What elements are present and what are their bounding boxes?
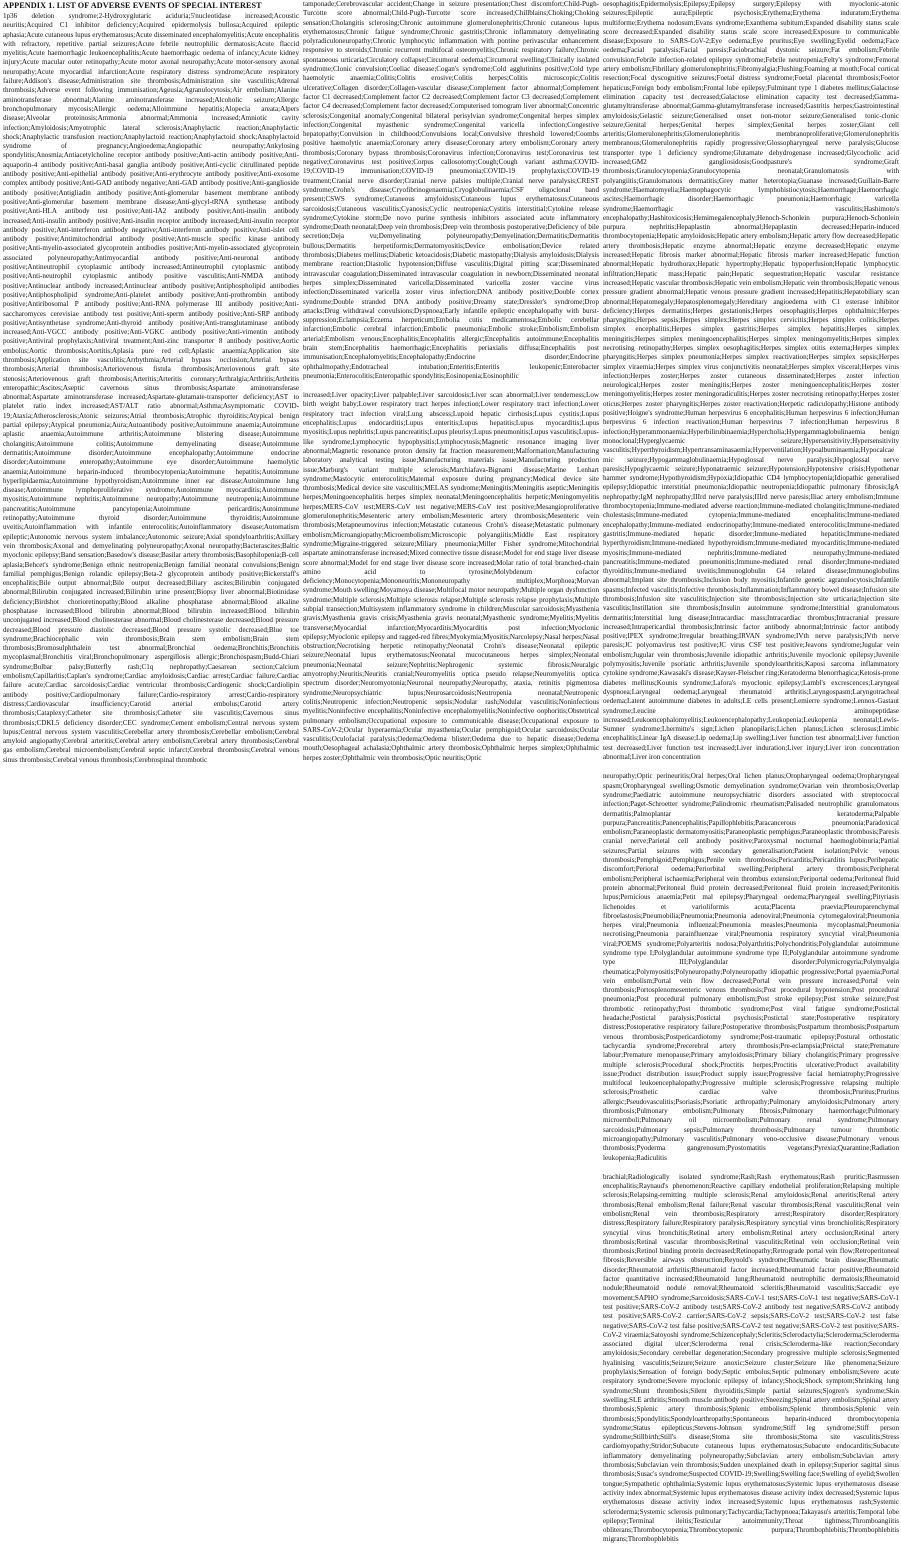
paragraph-gap xyxy=(303,381,599,391)
column-3-paragraph-2: neuropathy;Optic perineuritis;Oral herpes;Oral lichen planus;Oropharyngeal oedema;Oropharyngeal spasm;Oropharyngeal swelling;Osmotic demyelination syndrome;Ovarian vein thrombosis;Overlap syndrome;Paediatric autoimmune neuropsychiatric disorders associated with streptococcal infection;Paget-Schroetter syndrome;Palindromic rheumatism;Palisaded neutrophilic granulomatous dermatitis;Palmoplantar keratoderma;Palpable purpura;Pancreatitis;Panencephalitis;Papillophlebitis;Paracancerous pneumonia;Paradoxical embolism;Paraneoplastic dermatomyositis;Paraneoplastic pemphigus;Paraneoplastic thrombosis;Paresis cranial nerve;Parietal cell antibody positive;Paroxysmal nocturnal haemoglobinuria;Partial seizures;Partial seizures with secondary generalisation;Patient isolation;Pelvic venous thrombosis;Pemphigoid;Pemphigus;Penile vein thrombosis;Pericarditis;Pericarditis lupus;Perihepatic discomfort;Perioral oedema;Periorbital swelling;Peripheral artery thrombosis;Peripheral embolism;Peripheral ischaemia;Peripheral vein thrombus extension;Periportal oedema;Peritoneal fluid protein abnormal;Peritoneal fluid protein decreased;Peritoneal fluid protein increased;Peritonitis lupus;Pernicious anaemia;Petit mal epilepsy;Pharyngeal oedema;Pharyngeal swelling;Pityriasis lichenoides et varioliformis acuta;Placenta praevia;Pleuroparenchymal fibroelastosis;Pneumobilia;Pneumonia;Pneumonia adenoviral;Pneumonia cytomegaloviral;Pneumonia herpes viral;Pneumonia influenzal;Pneumonia measles;Pneumonia mycoplasmal;Pneumonia necrotising;Pneumonia parainfluenzae viral;Pneumonia respiratory syncytial viral;Pneumonia viral;POEMS syndrome;Polyarteritis nodosa;Polyarthritis;Polychondritis;Polyglandular autoimmune syndrome type I;Polyglandular autoimmune syndrome type II;Polyglandular autoimmune syndrome type III;Polyglandular disorder;Polymicrogyria;Polymyalgia rheumatica;Polymyositis;Polyneuropathy;Polyneuropathy idiopathic progressive;Portal pyaemia;Portal vein embolism;Portal vein flow decreased;Portal vein pressure increased;Portal vein thrombosis;Portosplenomesenteric venous thrombosis;Post procedural hypotension;Post procedural pneumonia;Post procedural pulmonary embolism;Post stroke epilepsy;Post stroke seizure;Post thrombotic retinopathy;Post thrombotic syndrome;Post viral fatigue syndrome;Postictal headache;Postictal paralysis;Postictal psychosis;Postictal state;Postoperative respiratory distress;Postoperative respiratory failure;Postoperative thrombosis;Postpartum thrombosis;Postpartum venous thrombosis;Postpericardiotomy syndrome;Post-traumatic epilepsy;Postural orthostatic tachycardia syndrome;Precerebral artery thrombosis;Pre-eclampsia;Preictal state;Premature labour;Premature menopause;Primary amyloidosis;Primary biliary cholangitis;Primary progressive multiple sclerosis;Procedural shock;Proctitis herpes;Proctitis ulcerative;Product availability issue;Product distribution issue;Product supply issue;Progressive facial hemiatrophy;Progressive multifocal leukoencephalopathy;Progressive multiple sclerosis;Progressive relapsing multiple sclerosis;Prosthetic cardiac valve thrombosis;Pruritus;Pruritus allergic;Pseudovasculitis;Psoriasis;Psoriatic arthropathy;Pulmonary amyloidosis;Pulmonary artery thrombosis;Pulmonary embolism;Pulmonary fibrosis;Pulmonary haemorrhage;Pulmonary microemboli;Pulmonary oil microembolism;Pulmonary renal syndrome;Pulmonary sarcoidosis;Pulmonary sepsis;Pulmonary thrombosis;Pulmonary tumour thrombotic microangiopathy;Pulmonary vasculitis;Pulmonary veno-occlusive disease;Pulmonary venous thrombosis;Pyoderma gangrenosum;Pyostomatitis vegetans;Pyrexia;Quarantine;Radiation leukopenia;Radiculitis xyxy=(603,772,899,1162)
column-2-paragraph-2: increased;Liver opacity;Liver palpable;Liver sarcoidosis;Liver scan abnormal;Liver tenderness;Low birth weight baby;Lower respiratory tract herpes infection;Lower respiratory tract infection;Lower respiratory tract infection viral;Lung abscess;Lupoid hepatic cirrhosis;Lupus cystitis;Lupus encephalitis;Lupus endocarditis;Lupus enteritis;Lupus hepatitis;Lupus myocarditis;Lupus myositis;Lupus nephritis;Lupus pancreatitis;Lupus pleurisy;Lupus pneumonitis;Lupus vasculitis;Lupus-like syndrome;Lymphocytic hypophysitis;Lymphocytosis;Magnetic resonance imaging liver abnormal;Magnetic resonance proton density fat fraction measurement;Malformation;Manufacturing laboratory analytical testing issue;Manufacturing materials issue;Manufacturing production issue;Marburg's variant multiple sclerosis;Marchiafava-Bignami disease;Marine Lenhart syndrome;Mastocytic enterocolitis;Maternal exposure during pregnancy;Medical device site thrombosis;Medical device site vasculitis;MELAS syndrome;Meningitis;Meningitis aseptic;Meningitis herpes;Meningoencephalitis herpes simplex neonatal;Meningoencephalitis herpetic;Meningomyelitis herpes;MERS-CoV test;MERS-CoV test negative;MERS-CoV test positive;Mesangioproliferative glomerulonephritis;Mesenteric artery embolism;Mesenteric artery thrombosis;Mesenteric vein thrombosis;Metapneumovirus infection;Metastatic cutaneous Crohn's disease;Metastatic pulmonary embolism;Microangiopathy;Microembolism;Microscopic polyangiitis;Middle East respiratory syndrome;Migraine-triggered seizure;Miliary pneumonia;Miller Fisher syndrome;Mitochondrial aspartate aminotransferase increased;Mixed connective tissue disease;Model for end stage liver disease score abnormal;Model for end stage liver disease score increased;Molar ratio of total branched-chain amino acid to tyrosine;Molybdenum cofactor deficiency;Monocytopenia;Mononeuritis;Mononeuropathy multiplex;Morphoea;Morvan syndrome;Mouth swelling;Moyamoya disease;Multifocal motor neuropathy;Multiple organ dysfunction syndrome;Multiple sclerosis;Multiple sclerosis relapse;Multiple sclerosis relapse prophylaxis;Multiple subpial transection;Multisystem inflammatory syndrome in children;Muscular sarcoidosis;Myasthenia gravis;Myasthenia gravis crisis;Myasthenia gravis neonatal;Myasthenic syndrome;Myelitis;Myelitis transverse;Myocardial infarction;Myocarditis;Myocarditis post infection;Myoclonic epilepsy;Myoclonic epilepsy and ragged-red fibres;Myokymia;Myositis;Narcolepsy;Nasal herpes;Nasal obstruction;Necrotising herpetic retinopathy;Neonatal Crohn's disease;Neonatal epileptic seizure;Neonatal lupus erythematosus;Neonatal mucocutaneous herpes simplex;Neonatal pneumonia;Neonatal seizure;Nephritis;Nephrogenic systemic fibrosis;Neuralgic amyotrophy;Neuritis;Neuritis cranial;Neuromyelitis optica pseudo relapse;Neuromyelitis optica spectrum disorder;Neuromyotonia;Neuronal neuropathy;Neuropathy, ataxia, retinitis pigmentosa syndrome;Neuropsychiatric lupus;Neurosarcoidosis;Neutropenia neonatal;Neutropenic colitis;Neutropenic infection;Neutropenic sepsis;Nodular rash;Nodular vasculitis;Noninfectious myelitis;Noninfective encephalitis;Noninfective encephalomyelitis;Noninfective oophoritis;Obstetrical pulmonary embolism;Occupational exposure to communicable disease;Occupational exposure to SARS-CoV-2;Ocular hyperaemia;Ocular myasthenia;Ocular pemphigoid;Ocular sarcoidosis;Ocular vasculitis;Oculofacial paralysis;Oedema;Oedema blister;Oedema due to hepatic disease;Oedema mouth;Oesophageal achalasia;Ophthalmic artery thrombosis;Ophthalmic herpes simplex;Ophthalmic herpes zoster;Ophthalmic vein thrombosis;Optic neuritis;Optic xyxy=(303,391,599,762)
column-3-paragraph-1: oesophagitis;Epidermolysis;Epilepsy;Epilepsy surgery;Epilepsy with myoclonic-atonic seizures;Epileptic aura;Epileptic psychosis;Erythema;Erythema induratum;Erythema multiforme;Erythema nodosum;Evans syndrome;Exanthema subitum;Expanded disability status scale score decreased;Expanded disability status scale score increased;Exposure to communicable disease;Exposure to SARS-CoV-2;Eye oedema;Eye pruritus;Eye swelling;Eyelid oedema;Face oedema;Facial paralysis;Facial paresis;Faciobrachial dystonic seizure;Fat embolism;Febrile convulsion;Febrile infection-related epilepsy syndrome;Febrile neutropenia;Felty's syndrome;Femoral artery embolism;Fibrillary glomerulonephritis;Fibromyalgia;Flushing;Foaming at mouth;Focal cortical resection;Focal dyscognitive seizures;Foetal distress syndrome;Foetal placental thrombosis;Foetor hepaticus;Foreign body embolism;Frontal lobe epilepsy;Fulminant type 1 diabetes mellitus;Galactose elimination capacity test decreased;Galactose elimination capacity test decreased;Gamma-glutamyltransferase abnormal;Gamma-glutamyltransferase increased;Gastritis herpes;Gastrointestinal amyloidosis;Gelastic seizure;Generalised onset non-motor seizure;Generalised tonic-clonic seizure;Genital herpes;Genital herpes simplex;Genital herpes zoster;Giant cell arteritis;Glomerulonephritis;Glomerulonephritis membranoproliferative;Glomerulonephritis membranous;Glomerulonephritis rapidly progressive;Glossopharyngeal nerve paralysis;Glucose transporter type 1 deficiency syndrome;Glutamate dehydrogenase increased;Glycocholic acid increased;GM2 gangliosidosis;Goodpasture's syndrome;Graft thrombosis;Granulocytopenia;Granulocytopenia neonatal;Granulomatosis with polyangiitis;Granulomatous dermatitis;Grey matter heterotopia;Guanase increased;Guillain-Barre syndrome;Haematomyelia;Haemophagocytic lymphohistiocytosis;Haemorrhage;Haemorrhagic ascites;Haemorrhagic disorder;Haemorrhagic pneumonia;Haemorrhagic varicella syndrome;Haemorrhagic vasculitis;Hashimoto's encephalopathy;Hashitoxicosis;Hemimegalencephaly;Henoch-Schonlein purpura;Henoch-Schonlein purpura nephritis;Hepaplastin abnormal;Hepaplastin decreased;Heparin-induced thrombocytopenia;Hepatic amyloidosis;Hepatic artery embolism;Hepatic artery flow decreased;Hepatic artery thrombosis;Hepatic enzyme abnormal;Hepatic enzyme decreased;Hepatic enzyme increased;Hepatic fibrosis marker abnormal;Hepatic fibrosis marker increased;Hepatic function abnormal;Hepatic hydrothorax;Hepatic hypertrophy;Hepatic hypoperfusion;Hepatic lymphocytic infiltration;Hepatic mass;Hepatic pain;Hepatic sequestration;Hepatic vascular resistance increased;Hepatic vascular thrombosis;Hepatic vein embolism;Hepatic vein thrombosis;Hepatic venous pressure gradient abnormal;Hepatic venous pressure gradient increased;Hepatitis;Hepatobiliary scan abnormal;Hepatomegaly;Hepatosplenomegaly;Hereditary angioedema with C1 esterase inhibitor deficiency;Herpes dermatitis;Herpes gestationis;Herpes oesophagitis;Herpes ophthalmic;Herpes pharyngitis;Herpes sepsis;Herpes simplex;Herpes simplex cervicitis;Herpes simplex colitis;Herpes simplex encephalitis;Herpes simplex gastritis;Herpes simplex hepatitis;Herpes simplex meningitis;Herpes simplex meningoencephalitis;Herpes simplex meningomyelitis;Herpes simplex necrotising retinopathy;Herpes simplex oesophagitis;Herpes simplex otitis externa;Herpes simplex pharyngitis;Herpes simplex pneumonia;Herpes simplex reactivation;Herpes simplex sepsis;Herpes simplex viraemia;Herpes simplex virus conjunctivitis neonatal;Herpes simplex visceral;Herpes virus infection;Herpes zoster;Herpes zoster cutaneous disseminated;Herpes zoster infection neurological;Herpes zoster meningitis;Herpes zoster meningoencephalitis;Herpes zoster meningomyelitis;Herpes zoster meningoradiculitis;Herpes zoster necrotising retinopathy;Herpes zoster oticus;Herpes zoster pharyngitis;Herpes zoster reactivation;Herpetic radiculopathy;Histone antibody positive;Hoigne's syndrome;Human herpesvirus 6 encephalitis;Human herpesvirus 6 infection;Human herpesvirus 6 infection reactivation;Human herpesvirus 7 infection;Human herpesvirus 8 infection;Hyperammonaemia;Hyperbilirubinaemia;Hypercholia;Hypergammaglobulinaemia benign monoclonal;Hyperglycaemic seizure;Hypersensitivity;Hypersensitivity vasculitis;Hyperthyroidism;Hypertransaminasaemia;Hyperventilation;Hypoalbuminaemia;Hypocalcaemic seizure;Hypogammaglobulinaemia;Hypoglossal nerve paralysis;Hypoglossal nerve paresis;Hypoglycaemic seizure;Hyponatraemic seizure;Hypotension;Hypotensive crisis;Hypothenar hammer syndrome;Hypothyroidism;Hypoxia;Idiopathic CD4 lymphocytopenia;Idiopathic generalised epilepsy;Idiopathic interstitial pneumonia;Idiopathic neutropenia;Idiopathic pulmonary fibrosis;IgA nephropathy;IgM nephropathy;IIIrd nerve paralysis;IIIrd nerve paresis;Iliac artery embolism;Immune thrombocytopenia;Immune-mediated adverse reaction;Immune-mediated cholangitis;Immune-mediated cholestasis;Immune-mediated cytopenia;Immune-mediated encephalitis;Immune-mediated encephalopathy;Immune-mediated endocrinopathy;Immune-mediated enterocolitis;Immune-mediated gastritis;Immune-mediated hepatic disorder;Immune-mediated hepatitis;Immune-mediated hyperthyroidism;Immune-mediated hypothyroidism;Immune-mediated myocarditis;Immune-mediated myositis;Immune-mediated nephritis;Immune-mediated neuropathy;Immune-mediated pancreatitis;Immune-mediated pneumonitis;Immune-mediated renal disorder;Immune-mediated thyroiditis;Immune-mediated uveitis;Immunoglobulin G4 related disease;Immunoglobulins abnormal;Implant site thrombosis;Inclusion body myositis;Infantile genetic agranulocytosis;Infantile spasms;Infected vasculitis;Infective thrombosis;Inflammation;Inflammatory bowel disease;Infusion site thrombosis;Infusion site vasculitis;Injection site thrombosis;Injection site urticaria;Injection site vasculitis;Instillation site thrombosis;Insulin autoimmune syndrome;Interstitial granulomatous dermatitis;Interstitial lung disease;Intracardiac mass;Intracardiac thrombus;Intracranial pressure increased;Intrapericardial thrombosis;Intrinsic factor antibody abnormal;Intrinsic factor antibody positive;IPEX syndrome;Irregular breathing;IRVAN syndrome;IVth nerve paralysis;IVth nerve paresis;JC polyomavirus test positive;JC virus CSF test positive;Jeavons syndrome;Jugular vein embolism;Jugular vein thrombosis;Juvenile idiopathic arthritis;Juvenile myoclonic epilepsy;Juvenile polymyositis;Juvenile psoriatic arthritis;Juvenile spondyloarthritis;Kaposi sarcoma inflammatory cytokine syndrome;Kawasaki's disease;Kayser-Fleischer ring;Keratoderma blenorrhagica;Ketosis-prone diabetes mellitus;Kounis syndrome;Lafora's myoclonic epilepsy;Lambl's excrescences;Laryngeal dyspnoea;Laryngeal oedema;Laryngeal rheumatoid arthritis;Laryngospasm;Laryngotracheal oedema;Latent autoimmune diabetes in adults;LE cells present;Lemierre syndrome;Lennox-Gastaut syndrome;Leucine aminopeptidase increased;Leukoencephalomyelitis;Leukoencephalopathy;Leukopenia;Leukopenia neonatal;Lewis-Sumner syndrome;Lhermitte's sign;Lichen planopilaris;Lichen planus;Lichen sclerosus;Limbic encephalitis;Linear IgA disease;Lip oedema;Lip swelling;Liver function test abnormal;Liver function test decreased;Liver function test increased;Liver induration;Liver injury;Liver iron concentration abnormal;Liver iron concentration xyxy=(603,0,899,762)
paragraph-gap xyxy=(603,762,899,772)
text-column-2 xyxy=(303,0,599,1276)
column-1-paragraph-1: 1p36 deletion syndrome;2-Hydroxyglutaric aciduria;5'nucleotidase increased;Acoustic neuritis;Acquired C1 inhibitor deficiency;Acquired epidermolysis bullosa;Acquired epileptic aphasia;Acute cutaneous lupus erythematosus;Acute disseminated encephalomyelitis;Acute encephalitis with refractory, repetitive partial seizures;Acute febrile neutrophilic dermatosis;Acute flaccid myelitis;Acute haemorrhagic leukoencephalitis;Acute haemorrhagic oedema of infancy;Acute kidney injury;Acute macular outer retinopathy;Acute motor axonal neuropathy;Acute motor-sensory axonal neuropathy;Acute myocardial infarction;Acute respiratory distress syndrome;Acute respiratory failure;Addison's disease;Administration site thrombosis;Administration site vasculitis;Adrenal thrombosis;Adverse event following immunisation;Ageusia;Agranulocytosis;Air embolism;Alanine aminotransferase abnormal;Alanine aminotransferase increased;Alcoholic seizure;Allergic bronchopulmonary mycosis;Allergic oedema;Alloimmune hepatitis;Alopecia areata;Alpers disease;Alveolar proteinosis;Ammonia abnormal;Ammonia increased;Amniotic cavity infection;Amyloidosis;Amyotrophic lateral sclerosis;Anaphylactic reaction;Anaphylactic shock;Anaphylactic transfusion reaction;Anaphylactoid reaction;Anaphylactoid shock;Anaphylactoid syndrome of pregnancy;Angioedema;Angiopathic neuropathy;Ankylosing spondylitis;Anosmia;Antiacetylcholine receptor antibody positive;Anti-actin antibody positive;Anti-aquaporin-4 antibody positive;Anti-basal ganglia antibody positive;Anti-cyclic citrullinated peptide antibody positive;Anti-epithelial antibody positive;Anti-erythrocyte antibody positive;Anti-exosome complex antibody positive;Anti-GAD antibody negative;Anti-GAD antibody positive;Anti-ganglioside antibody positive;Antigliadin antibody positive;Anti-glomerular basement membrane antibody positive;Anti-glomerular basement membrane disease;Anti-glycyl-tRNA synthetase antibody positive;Anti-HLA antibody test positive;Anti-IA2 antibody positive;Anti-insulin antibody increased;Anti-insulin antibody positive;Anti-insulin receptor antibody increased;Anti-insulin receptor antibody positive;Anti-interferon antibody negative;Anti-interferon antibody positive;Anti-islet cell antibody positive;Antimitochondrial antibody positive;Anti-muscle specific kinase antibody positive;Anti-myelin-associated glycoprotein antibodies positive;Anti-myelin-associated glycoprotein associated polyneuropathy;Antimyocardial antibody positive;Anti-neuronal antibody positive;Antineutrophil cytoplasmic antibody increased;Antineutrophil cytoplasmic antibody positive;Anti-neutrophil cytoplasmic antibody positive vasculitis;Anti-NMDA antibody positive;Antinuclear antibody increased;Antinuclear antibody positive;Antiphospholipid antibodies positive;Antiphospholipid syndrome;Anti-platelet antibody positive;Anti-prothrombin antibody positive;Antiribosomal P antibody positive;Anti-RNA polymerase III antibody positive;Anti-saccharomyces cerevisiae antibody test positive;Anti-sperm antibody positive;Anti-SRP antibody positive;Antisynthetase syndrome;Anti-thyroid antibody positive;Anti-transglutaminase antibody increased;Anti-VGCC antibody positive;Anti-VGKC antibody positive;Anti-vimentin antibody positive;Antiviral prophylaxis;Antiviral treatment;Anti-zinc transporter 8 antibody positive;Aortic embolus;Aortic thrombosis;Aortitis;Aplasia pure red cell;Aplastic anaemia;Application site thrombosis;Application site vasculitis;Arrhythmia;Arterial bypass occlusion;Arterial bypass thrombosis;Arterial thrombosis;Arteriovenous fistula thrombosis;Arteriovenous graft site stenosis;Arteriovenous graft thrombosis;Arteritis;Arteritis coronary;Arthralgia;Arthritis;Arthritis enteropathic;Ascites;Aseptic cavernous sinus thrombosis;Aspartate aminotransferase abnormal;Aspartate aminotransferase increased;Aspartate-glutamate-transporter deficiency;AST to platelet ratio index increased;AST/ALT ratio abnormal;Asthma;Asymptomatic COVID-19;Ataxia;Atherosclerosis;Atonic seizures;Atrial thrombosis;Atrophic thyroiditis;Atypical benign partial epilepsy;Atypical pneumonia;Aura;Autoantibody positive;Autoimmune anaemia;Autoimmune aplastic anaemia;Autoimmune arthritis;Autoimmune blistering disease;Autoimmune cholangitis;Autoimmune colitis;Autoimmune demyelinating disease;Autoimmune dermatitis;Autoimmune disorder;Autoimmune encephalopathy;Autoimmune endocrine disorder;Autoimmune enteropathy;Autoimmune eye disorder;Autoimmune haemolytic anaemia;Autoimmune heparin-induced thrombocytopenia;Autoimmune hepatitis;Autoimmune hyperlipidaemia;Autoimmune hypothyroidism;Autoimmune inner ear disease;Autoimmune lung disease;Autoimmune lymphoproliferative syndrome;Autoimmune myocarditis;Autoimmune myositis;Autoimmune nephritis;Autoimmune neuropathy;Autoimmune neutropenia;Autoimmune pancreatitis;Autoimmune pancytopenia;Autoimmune pericarditis;Autoimmune retinopathy;Autoimmune thyroid disorder;Autoimmune thyroiditis;Autoimmune uveitis;Autoinflammation with infantile enterocolitis;Autoinflammatory disease;Automatism epileptic;Autonomic nervous system imbalance;Autonomic seizure;Axial spondyloarthritis;Axillary vein thrombosis;Axonal and demyelinating polyneuropathy;Axonal neuropathy;Bacterascites;Baltic myoclonic epilepsy;Band sensation;Basedow's disease;Basilar artery thrombosis;Basophilopenia;B-cell aplasia;Behcet's syndrome;Benign ethnic neutropenia;Benign familial neonatal convulsions;Benign familial pemphigus;Benign rolandic epilepsy;Beta-2 glycoprotein antibody positive;Bickerstaff's encephalitis;Bile output abnormal;Bile output decreased;Biliary ascites;Bilirubin conjugated abnormal;Bilirubin conjugated increased;Bilirubin urine present;Biopsy liver abnormal;Biotinidase deficiency;Birdshot chorioretinopathy;Blood alkaline phosphatase abnormal;Blood alkaline phosphatase increased;Blood bilirubin abnormal;Blood bilirubin increased;Blood bilirubin unconjugated increased;Blood cholinesterase abnormal;Blood cholinesterase decreased;Blood pressure decreased;Blood pressure diastolic decreased;Blood pressure systolic decreased;Blue toe syndrome;Brachiocephalic vein thrombosis;Brain stem embolism;Brain stem thrombosis;Bromosulphthalein test abnormal;Bronchial oedema;Bronchitis;Bronchitis mycoplasmal;Bronchitis viral;Bronchopulmonary aspergillosis allergic;Bronchospasm;Budd-Chiari syndrome;Bulbar palsy;Butterfly rash;C1q nephropathy;Caesarean section;Calcium embolism;Capillaritis;Caplan's syndrome;Cardiac amyloidosis;Cardiac arrest;Cardiac failure;Cardiac failure acute;Cardiac sarcoidosis;Cardiac ventricular thrombosis;Cardiogenic shock;Cardiolipin antibody positive;Cardiopulmonary failure;Cardio-respiratory arrest;Cardio-respiratory distress;Cardiovascular insufficiency;Carotid arterial embolus;Carotid artery thrombosis;Cataplexy;Catheter site thrombosis;Catheter site vasculitis;Cavernous sinus thrombosis;CDKL5 deficiency disorder;CEC syndrome;Cement embolism;Central nervous system lupus;Central nervous system vasculitis;Cerebellar artery thrombosis;Cerebellar embolism;Cerebral amyloid angiopathy;Cerebral arteritis;Cerebral artery embolism;Cerebral artery thrombosis;Cerebral gas embolism;Cerebral microembolism;Cerebral septic infarct;Cerebral thrombosis;Cerebral venous sinus thrombosis;Cerebral venous thrombosis;Cerebrospinal thrombotic xyxy=(3,12,299,764)
text-column-1 xyxy=(3,12,299,1276)
appendix-heading: APPENDIX 1. LIST OF ADVERSE EVENTS OF SPECIAL INTEREST xyxy=(3,1,262,10)
column-3-paragraph-3: brachial;Radiologically isolated syndrome;Rash;Rash erythematous;Rash pruritic;Rasmussen encephalitis;Raynaud's phenomenon;Reactive capillary endothelial proliferation;Relapsing multiple sclerosis;Relapsing-remitting multiple sclerosis;Renal amyloidosis;Renal arteritis;Renal artery thrombosis;Renal embolism;Renal failure;Renal vascular thrombosis;Renal vasculitis;Renal vein embolism;Renal vein thrombosis;Respiratory arrest;Respiratory disorder;Respiratory distress;Respiratory failure;Respiratory paralysis;Respiratory syncytial virus bronchiolitis;Respiratory syncytial virus bronchitis;Retinal artery embolism;Retinal artery occlusion;Retinal artery thrombosis;Retinal vascular thrombosis;Retinal vasculitis;Retinal vein occlusion;Retinal vein thrombosis;Retinol binding protein decreased;Retinopathy;Retrograde portal vein flow;Retroperitoneal fibrosis;Reversible airways obstruction;Reynold's syndrome;Rheumatic brain disease;Rheumatic disorder;Rheumatoid arthritis;Rheumatoid factor increased;Rheumatoid factor positive;Rheumatoid factor quantitative increased;Rheumatoid lung;Rheumatoid neutrophilic dermatosis;Rheumatoid nodule;Rheumatoid nodule removal;Rheumatoid scleritis;Rheumatoid vasculitis;Saccadic eye movement;SAPHO syndrome;Sarcoidosis;SARS-CoV-1 test;SARS-CoV-1 test negative;SARS-CoV-1 test positive;SARS-CoV-2 antibody test;SARS-CoV-2 antibody test negative;SARS-CoV-2 antibody test positive;SARS-CoV-2 carrier;SARS-CoV-2 sepsis;SARS-CoV-2 test;SARS-CoV-2 test false negative;SARS-CoV-2 test false positive;SARS-CoV-2 test negative;SARS-CoV-2 test positive;SARS-CoV-2 viraemia;Satoyoshi syndrome;Schizencephaly;Scleritis;Sclerodactylia;Scleroderma;Scleroderma associated digital ulcer;Scleroderma renal crisis;Scleroderma-like reaction;Secondary amyloidosis;Secondary cerebellar degeneration;Secondary progressive multiple sclerosis;Segmented hyalinising vasculitis;Seizure;Seizure anoxic;Seizure cluster;Seizure like phenomena;Seizure prophylaxis;Sensation of foreign body;Septic embolus;Septic pulmonary embolism;Severe acute respiratory syndrome;Severe myoclonic epilepsy of infancy;Shock;Shock symptom;Shrinking lung syndrome;Shunt thrombosis;Silent thyroiditis;Simple partial seizures;Sjogren's syndrome;Skin swelling;SLE arthritis;Smooth muscle antibody positive;Sneezing;Spinal artery embolism;Spinal artery thrombosis;Splenic artery thrombosis;Splenic embolism;Splenic thrombosis;Splenic vein thrombosis;Spondylitis;Spondyloarthropathy;Spontaneous heparin-induced thrombocytopenia syndrome;Status epilepticus;Stevens-Johnson syndrome;Stiff leg syndrome;Stiff person syndrome;Stillbirth;Still's disease;Stoma site thrombosis;Stoma site vasculitis;Stress cardiomyopathy;Stridor;Subacute cutaneous lupus erythematosus;Subacute endocarditis;Subacute inflammatory demyelinating polyneuropathy;Subclavian artery embolism;Subclavian artery thrombosis;Subclavian vein thrombosis;Sudden unexplained death in epilepsy;Superior sagittal sinus thrombosis;Susac's syndrome;Suspected COVID-19;Swelling;Swelling face;Swelling of eyelid;Swollen tongue;Sympathetic ophthalmia;Systemic lupus erythematosus;Systemic lupus erythematosus disease activity index abnormal;Systemic lupus erythematosus disease activity index decreased;Systemic lupus erythematosus disease activity index increased;Systemic lupus erythematosus rash;Systemic scleroderma;Systemic sclerosis pulmonary;Tachycardia;Tachypnoea;Takayasu's arteritis;Temporal lobe epilepsy;Terminal ileitis;Testicular autoimmunity;Throat tightness;Thromboangiitis obliterans;Thrombocytopenia;Thrombocytopenic purpura;Thrombophlebitis;Thrombophlebitis migrans;Thrombophlebitis xyxy=(603,1172,899,1544)
column-2-paragraph-1: tamponade;Cerebrovascular accident;Change in seizure presentation;Chest discomfort;Child-Pugh-Turcotte score abnormal;Child-Pugh-Turcotte score increased;Chillblains;Choking;Choking sensation;Cholangitis sclerosing;Chronic autoimmune glomerulonephritis;Chronic cutaneous lupus erythematosus;Chronic fatigue syndrome;Chronic gastritis;Chronic inflammatory demyelinating polyradiculoneuropathy;Chronic lymphocytic inflammation with pontine perivascular enhancement responsive to steroids;Chronic recurrent multifocal osteomyelitis;Chronic respiratory failure;Chronic spontaneous urticaria;Circulatory collapse;Circumoral oedema;Circumoral swelling;Clinically isolated syndrome;Clonic convulsion;Coeliac disease;Cogan's syndrome;Cold agglutinins positive;Cold type haemolytic anaemia;Colitis;Colitis erosive;Colitis herpes;Colitis microscopic;Colitis ulcerative;Collagen disorder;Collagen-vascular disease;Complement factor abnormal;Complement factor C1 decreased;Complement factor C2 decreased;Complement factor C3 decreased;Complement factor C4 decreased;Complement factor decreased;Computerised tomogram liver abnormal;Concentric sclerosis;Congenital anomaly;Congenital bilateral perisylvian syndrome;Congenital herpes simplex infection;Congenital myasthenic syndrome;Congenital varicella infection;Congestive hepatopathy;Convulsion in childhood;Convulsions local;Convulsive threshold lowered;Coombs positive haemolytic anaemia;Coronary artery disease;Coronary artery embolism;Coronary artery thrombosis;Coronary bypass thrombosis;Coronavirus infection;Coronavirus test;Coronavirus test negative;Coronavirus test positive;Corpus callosotomy;Cough;Cough variant asthma;COVID-19;COVID-19 immunisation;COVID-19 pneumonia;COVID-19 prophylaxis;COVID-19 treatment;Cranial nerve disorder;Cranial nerve palsies multiple;Cranial nerve paralysis;CREST syndrome;Crohn's disease;Cryofibrinogenaemia;Cryoglobulinaemia;CSF oligoclonal band present;CSWS syndrome;Cutaneous amyloidosis;Cutaneous lupus erythematosus;Cutaneous sarcoidosis;Cutaneous vasculitis;Cyanosis;Cyclic neutropenia;Cystitis interstitial;Cytokine release syndrome;Cytokine storm;De novo purine synthesis inhibitors associated acute inflammatory syndrome;Death neonatal;Deep vein thrombosis;Deep vein thrombosis postoperative;Deficiency of bile secretion;Deja vu;Demyelinating polyneuropathy;Demyelination;Dermatitis;Dermatitis bullous;Dermatitis herpetiformis;Dermatomyositis;Device embolisation;Device related thrombosis;Diabetes mellitus;Diabetic ketoacidosis;Diabetic mastopathy;Dialysis amyloidosis;Dialysis membrane reaction;Diastolic hypotension;Diffuse vasculitis;Digital pitting scar;Disseminated intravascular coagulation;Disseminated intravascular coagulation in newborn;Disseminated neonatal herpes simplex;Disseminated varicella;Disseminated varicella zoster vaccine virus infection;Disseminated varicella zoster virus infection;DNA antibody positive;Double cortex syndrome;Double stranded DNA antibody positive;Dreamy state;Dressler's syndrome;Drop attacks;Drug withdrawal convulsions;Dyspnoea;Early infantile epileptic encephalopathy with burst-suppression;Eclampsia;Eczema herpeticum;Embolia cutis medicamentosa;Embolic cerebellar infarction;Embolic cerebral infarction;Embolic pneumonia;Embolic stroke;Embolism;Embolism arterial;Embolism venous;Encephalitis;Encephalitis allergic;Encephalitis autoimmune;Encephalitis brain stem;Encephalitis haemorrhagic;Encephalitis periaxialis diffusa;Encephalitis post immunisation;Encephalomyelitis;Encephalopathy;Endocrine disorder;Endocrine ophthalmopathy;Endotracheal intubation;Enteritis;Enteritis leukopenic;Enterobacter pneumonia;Enterocolitis;Enteropathic spondylitis;Eosinopenia;Eosinophilic xyxy=(303,0,599,380)
paragraph-gap xyxy=(603,1163,899,1173)
text-column-3 xyxy=(603,0,899,1544)
